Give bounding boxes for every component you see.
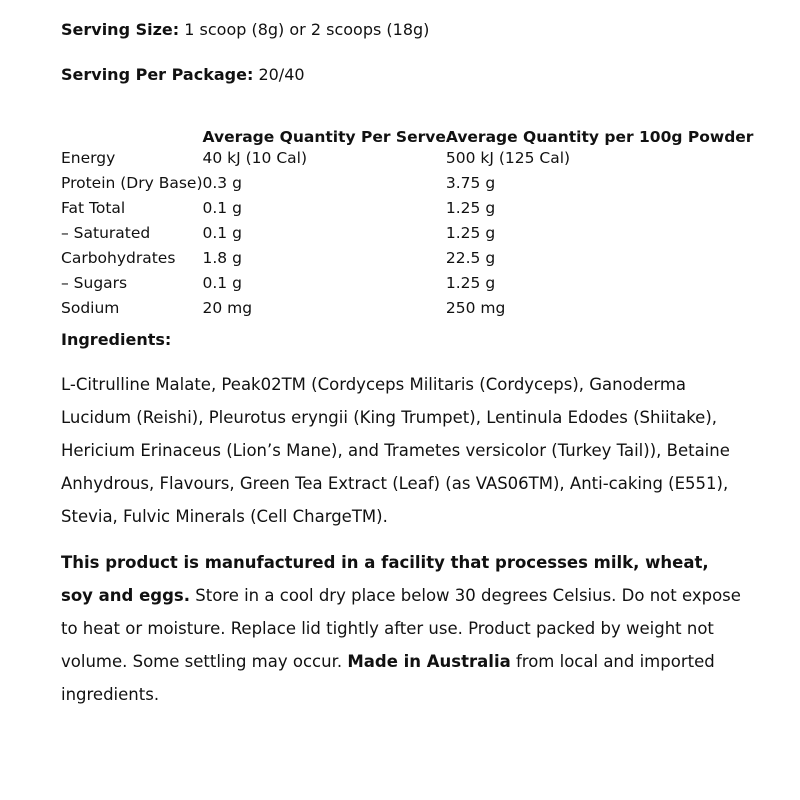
nutrient-name: Fat Total bbox=[61, 199, 126, 217]
serving-per-package bbox=[61, 65, 305, 85]
serving-per-package-value: 20/40 bbox=[253, 65, 305, 84]
allergen-statement: This product is manufactured in a facility that processes milk, wheat, soy and eggs. bbox=[61, 553, 709, 605]
table-row bbox=[61, 149, 753, 174]
per-100g-value: 1.25 g bbox=[445, 224, 496, 242]
per-serve-value: 40 kJ (10 Cal) bbox=[202, 149, 308, 167]
table-row bbox=[61, 249, 753, 274]
per-100g-value: 250 mg bbox=[445, 299, 506, 317]
facility-statement bbox=[61, 546, 741, 711]
per-100g-value: 22.5 g bbox=[445, 249, 496, 267]
per-100g-value: 1.25 g bbox=[445, 274, 496, 292]
nutrient-name: – Saturated bbox=[61, 224, 151, 242]
ingredients-title: Ingredients: bbox=[61, 330, 172, 349]
origin-label: Made in Australia bbox=[347, 652, 511, 671]
table-row bbox=[61, 199, 753, 224]
per-serve-value: 0.1 g bbox=[202, 274, 242, 292]
per-serve-value: 20 mg bbox=[202, 299, 253, 317]
origin-text: from local and imported ingredients. bbox=[61, 652, 715, 704]
per-100g-value: 500 kJ (125 Cal) bbox=[445, 149, 571, 167]
nutrient-name: Energy bbox=[61, 149, 116, 167]
ingredients-text: L-Citrulline Malate, Peak02TM (Cordyceps Militaris (Cordyceps), Ganoderma Lucidum (Reishi), Pleurotus eryngii (King Trumpet), Lentinula Edodes (Shiitake), Hericium Erinaceus (Lion’s Mane), and Trametes versicolor (Turkey Tail)), Betaine Anhydrous, Flavours, Green Tea Extract (Leaf) (as VAS06TM), Anti-caking (E551), Stevia, Fulvic Minerals (Cell ChargeTM). bbox=[61, 375, 730, 526]
per-serve-value: 0.3 g bbox=[202, 174, 242, 192]
per-100g-value: 3.75 g bbox=[445, 174, 496, 192]
header-per-serve: Average Quantity Per Serve bbox=[202, 128, 446, 146]
header-nutrient bbox=[61, 128, 203, 149]
nutrition-header-row bbox=[61, 128, 753, 149]
serving-size-value: 1 scoop (8g) or 2 scoops (18g) bbox=[179, 20, 430, 39]
nutrient-name: – Sugars bbox=[61, 274, 128, 292]
per-serve-value: 0.1 g bbox=[202, 224, 242, 242]
header-per-100g: Average Quantity per 100g Powder bbox=[445, 128, 754, 146]
per-serve-value: 0.1 g bbox=[202, 199, 242, 217]
nutrient-name: Carbohydrates bbox=[61, 249, 176, 267]
nutrient-name: Sodium bbox=[61, 299, 120, 317]
nutrient-name: Protein (Dry Base) bbox=[61, 174, 203, 192]
per-100g-value: 1.25 g bbox=[445, 199, 496, 217]
serving-size bbox=[61, 20, 429, 40]
serving-per-package-label: Serving Per Package: bbox=[61, 65, 254, 84]
nutrition-table bbox=[61, 128, 753, 324]
table-row bbox=[61, 174, 753, 199]
per-serve-value: 1.8 g bbox=[202, 249, 242, 267]
serving-size-label: Serving Size: bbox=[61, 20, 180, 39]
table-row bbox=[61, 299, 753, 324]
table-row bbox=[61, 274, 753, 299]
table-row bbox=[61, 224, 753, 249]
storage-text: Store in a cool dry place below 30 degrees Celsius. Do not expose to heat or moisture. Replace lid tightly after use. Product packed by weight not volume. Some settling may occur. bbox=[61, 586, 741, 671]
